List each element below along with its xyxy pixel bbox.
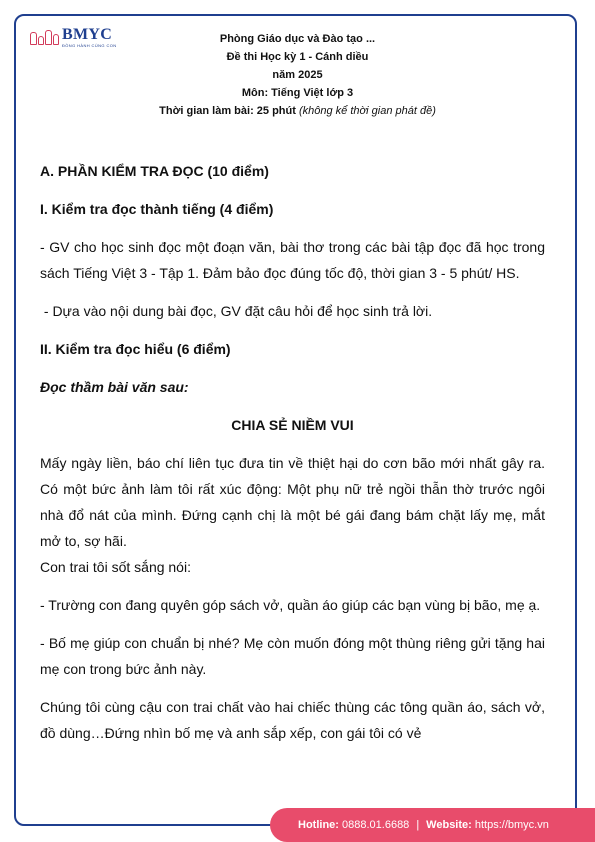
exam-content [40,158,545,746]
reading-instruction: Đọc thầm bài văn sau: [40,379,189,395]
header-subject: Môn: Tiếng Việt lớp 3 [241,87,354,99]
part1-heading: I. Kiểm tra đọc thành tiếng (4 điểm) [40,201,274,217]
part2-heading: II. Kiểm tra đọc hiểu (6 điểm) [40,341,231,357]
footer-separator: | [416,819,420,831]
story-paragraph-2: Con trai tôi sốt sắng nói: [40,559,191,575]
header-time-note: (không kể thời gian phát đề) [298,105,436,117]
website-link[interactable]: https://bmyc.vn [474,819,549,831]
hotline-number[interactable]: 0888.01.6688 [342,819,410,831]
header-year: năm 2025 [272,69,323,81]
hotline-label: Hotline: [298,819,339,831]
exam-header [100,30,495,120]
header-exam-title: Đề thi Học kỳ 1 - Cánh diều [226,51,369,63]
website-label: Website: [426,819,472,831]
part1-paragraph-1: - GV cho học sinh đọc một đoạn văn, bài thơ trong các bài tập đọc đã học trong sách Tiếng Việt 3 - Tập 1. Đảm bảo đọc đúng tốc độ, thời gian 3 - 5 phút/ HS. [40,239,545,281]
contact-footer [270,808,595,842]
story-paragraph-3: - Trường con đang quyên góp sách vở, quần áo giúp các bạn vùng bị bão, mẹ ạ. [40,597,541,613]
header-time [100,102,495,120]
story-paragraph-1: Mấy ngày liền, báo chí liên tục đưa tin về thiệt hại do cơn bão mới nhất gây ra. Có một bức ảnh làm tôi rất xúc động: Một phụ nữ trẻ ngồi thẫn thờ trước ngôi nhà đổ nát của mình. Đứng cạnh chị là một bé gái đang bám chặt lấy mẹ, mắt mở to, sợ hãi. [40,455,545,549]
family-logo-icon [30,30,59,45]
section-a-heading: A. PHẦN KIỂM TRA ĐỌC (10 điểm) [40,163,269,179]
story-paragraph-5: Chúng tôi cùng cậu con trai chất vào hai chiếc thùng các tông quần áo, sách vở, đồ dùng…Đứng nhìn bố mẹ và anh sắp xếp, con gái tôi có vẻ [40,699,545,741]
header-time-label: Thời gian làm bài: 25 phút [159,105,296,117]
story-paragraph-4: - Bố mẹ giúp con chuẩn bị nhé? Mẹ còn muốn đóng một thùng riêng gửi tặng hai mẹ con trong bức ảnh này. [40,635,545,677]
header-department: Phòng Giáo dục và Đào tạo ... [219,33,376,45]
story-title: CHIA SẺ NIỀM VUI [231,417,354,433]
part1-paragraph-2: - Dựa vào nội dung bài đọc, GV đặt câu hỏi để học sinh trả lời. [40,303,433,319]
logo-tagline: ĐỒNG HÀNH CÙNG CON [62,43,117,48]
logo-brand-text: BMYC [62,26,113,43]
